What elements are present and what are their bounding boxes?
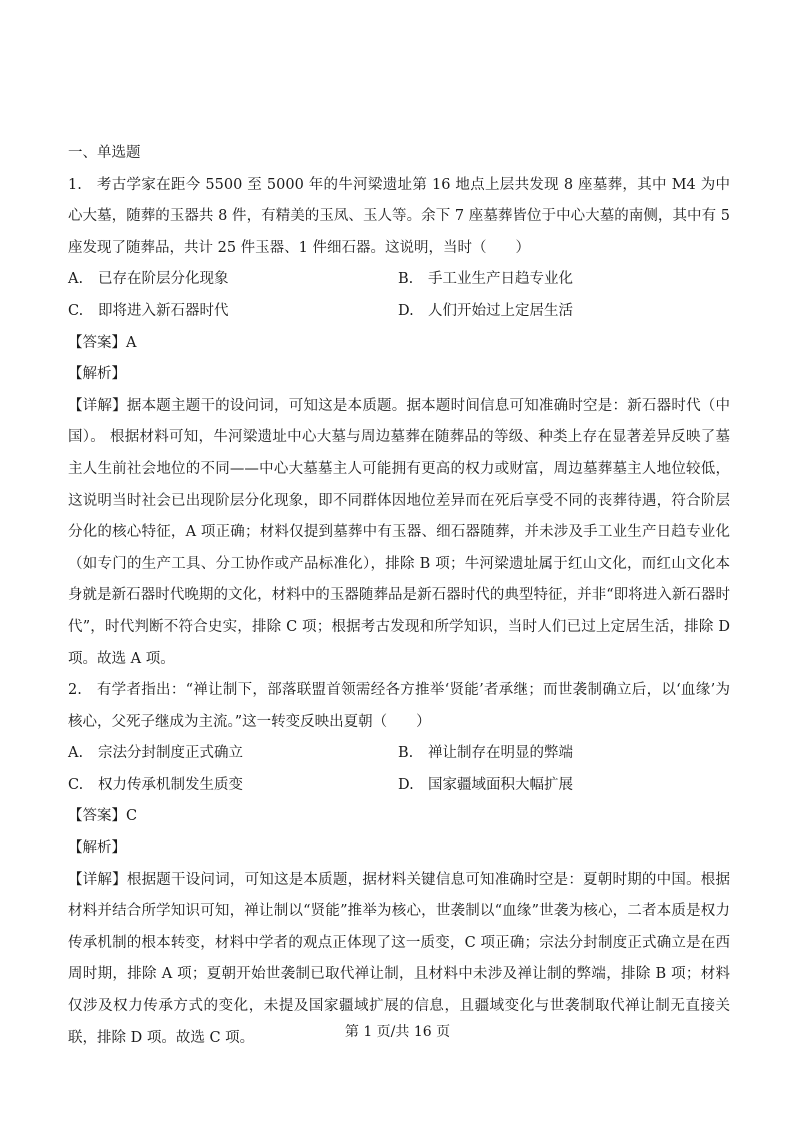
- options-list: [68, 264, 730, 327]
- option-text: 国家疆域面积大幅扩展: [428, 776, 573, 793]
- answer-line: 【答案】A: [68, 334, 137, 351]
- option-letter: A.: [68, 745, 84, 762]
- option-d: [398, 296, 730, 328]
- option-letter: D.: [398, 776, 414, 793]
- detail-explanation: 【详解】据本题主题干的设问词，可知这是本质题。据本题时间信息可知准确时空是：新石器时代（中国）。 根据材料可知，牛河梁遗址中心大墓与周边墓葬在随葬品的等级、种类上存在显著差异反映了墓主人生前社会地位的不同——中心大墓墓主人可能拥有更高的权力或财富，周边墓葬墓主人地位较低，这说明当时社会已出现阶层分化现象，即不同群体因地位差异而在死后享受不同的丧葬待遇，符合阶层分化的核心特征，A 项正确；材料仅提到墓葬中有玉器、细石器随葬，并未涉及手工业生产日趋专业化（如专门的生产工具、分工协作或产品标准化），排除 B 项；牛河梁遗址属于红山文化，而红山文化本身就是新石器时代晚期的文化，材料中的玉器随葬品是新石器时代的典型特征，并非“即将进入新石器时代”，时代判断不符合史实，排除 C 项；根据考古发现和所学知识，当时人们已过上定居生活，排除 D 项。故选 A 项。: [68, 397, 730, 667]
- option-letter: C.: [68, 776, 84, 793]
- option-text: 人们开始过上定居生活: [428, 302, 573, 319]
- section-title: 一、单选题: [68, 145, 141, 161]
- option-text: 宗法分封制度正式确立: [98, 745, 243, 762]
- analysis-label: 【解析】: [68, 840, 126, 857]
- option-text: 手工业生产日趋专业化: [428, 271, 573, 288]
- option-letter: D.: [398, 302, 414, 319]
- page-content: [68, 138, 730, 1054]
- question-2: [68, 675, 730, 1054]
- option-a: [68, 738, 398, 770]
- answer-line: 【答案】C: [68, 808, 138, 825]
- page-footer: 第 1 页/共 16 页: [344, 1024, 451, 1040]
- question-stem: 1. 考古学家在距今 5500 至 5000 年的牛河梁遗址第 16 地点上层共发现 8 座墓葬，其中 M4 为中心大墓，随葬的玉器共 8 件，有精美的玉凤、玉人等。余下 7 座墓葬皆位于中心大墓的南侧，其中有 5 座发现了随葬品，共计 25 件玉器、1 件细石器。这说明，当时（ ）: [68, 176, 730, 256]
- option-b: [398, 738, 730, 770]
- option-c: [68, 770, 398, 802]
- analysis-label: 【解析】: [68, 366, 126, 383]
- option-a: [68, 264, 398, 296]
- option-text: 权力传承机制发生质变: [98, 776, 243, 793]
- detail-explanation: 【详解】根据题干设问词，可知这是本质题，据材料关键信息可知准确时空是：夏朝时期的中国。根据材料并结合所学知识可知，禅让制以“贤能”推举为核心，世袭制以“血缘”世袭为核心，二者本质是权力传承机制的根本转变，材料中学者的观点正体现了这一质变，C 项正确；宗法分封制度正式确立是在西周时期，排除 A 项；夏朝开始世袭制已取代禅让制，且材料中未涉及禅让制的弊端，排除 B 项；材料仅涉及权力传承方式的变化，未提及国家疆域扩展的信息，且疆域变化与世袭制取代禅让制无直接关联，排除 D 项。故选 C 项。: [68, 871, 730, 1046]
- option-text: 已存在阶层分化现象: [98, 271, 229, 288]
- option-letter: B.: [398, 271, 414, 288]
- option-letter: A.: [68, 271, 84, 288]
- option-d: [398, 770, 730, 802]
- option-c: [68, 296, 398, 328]
- option-letter: C.: [68, 302, 84, 319]
- option-letter: B.: [398, 745, 414, 762]
- option-text: 即将进入新石器时代: [98, 302, 229, 319]
- question-1: [68, 170, 730, 676]
- option-b: [398, 264, 730, 296]
- question-stem: 2. 有学者指出：“禅让制下，部落联盟首领需经各方推举‘贤能’者承继；而世袭制确立后，以‘血缘’为核心，父死子继成为主流。”这一转变反映出夏朝（ ）: [68, 682, 730, 730]
- option-text: 禅让制存在明显的弊端: [428, 745, 573, 762]
- options-list: [68, 738, 730, 801]
